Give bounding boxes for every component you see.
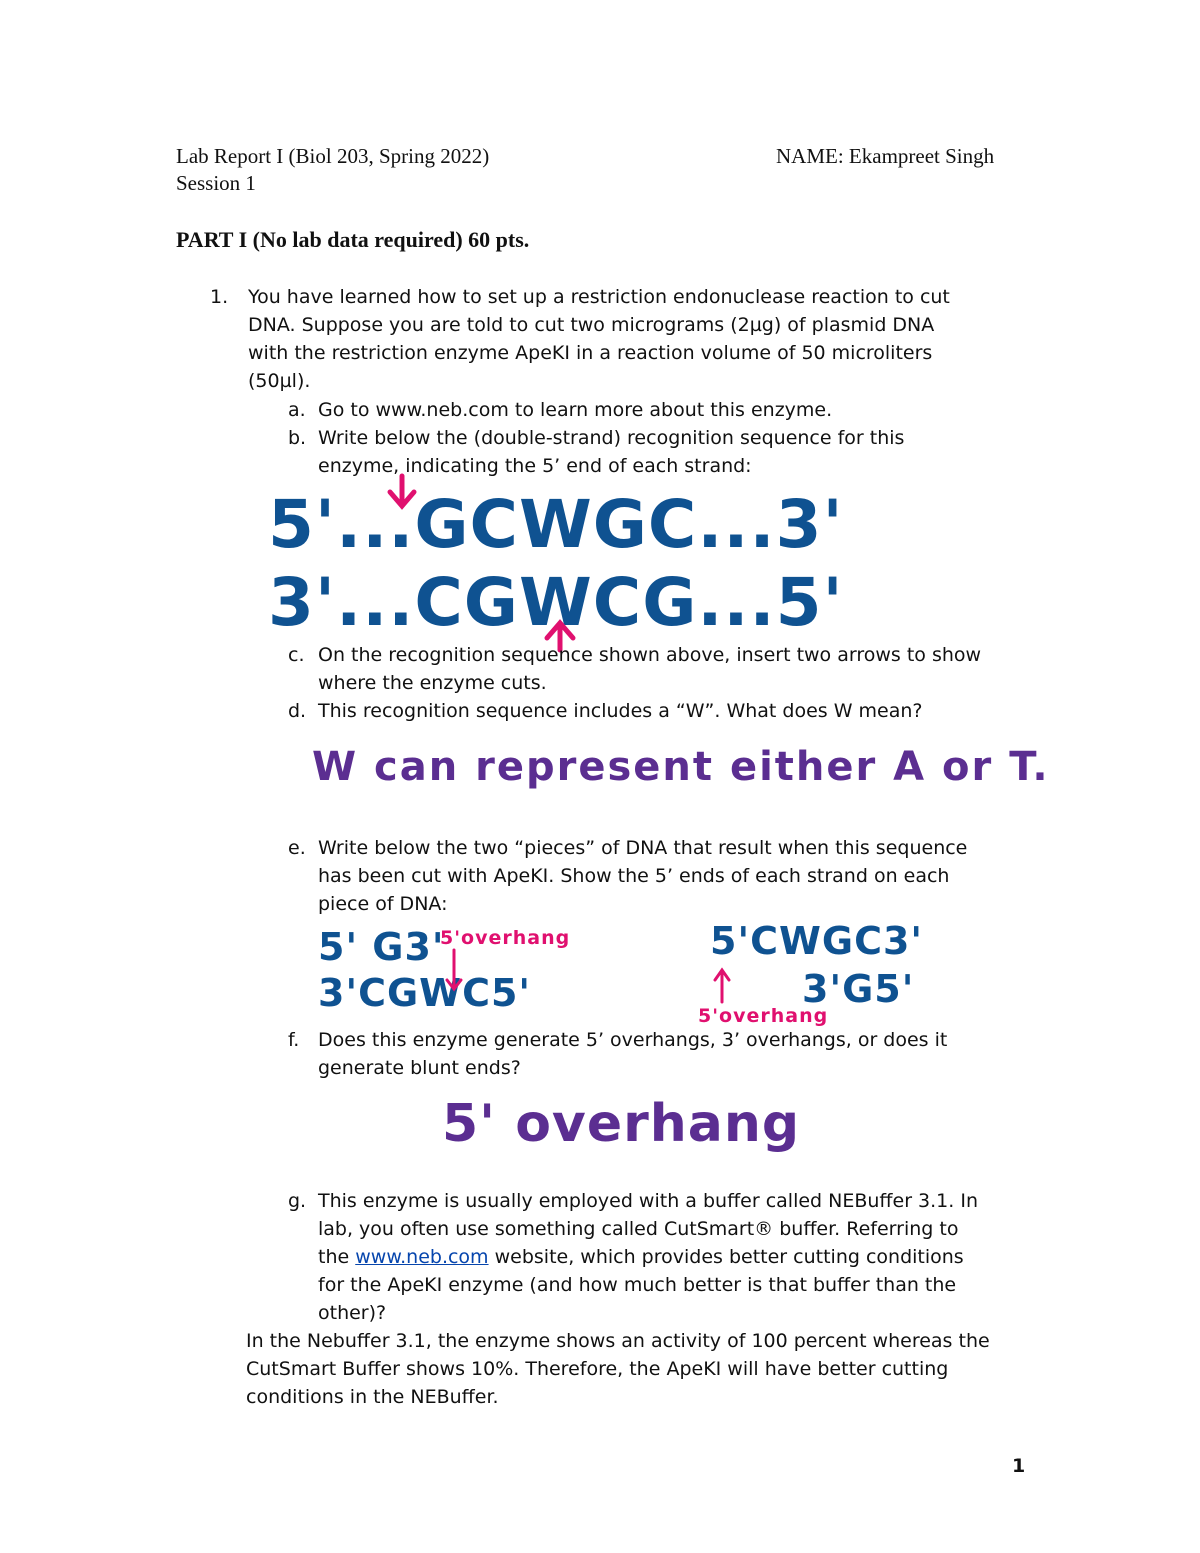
overhang-arrow-2 [715, 970, 729, 1002]
fragment-2-overhang-note: 5'overhang [698, 1005, 829, 1027]
item-f-line-1: Does this enzyme generate 5’ overhangs, 3’ overhangs, or does it [318, 1029, 948, 1051]
item-d-marker: d. [288, 700, 307, 722]
item-g-line-3-post: website, which provides better cutting conditions [488, 1246, 964, 1268]
item-f-line-2: generate blunt ends? [318, 1057, 521, 1079]
fragment-1-bottom-strand: 3'CGWC5' [318, 971, 532, 1015]
fragment-2-top-strand: 5'CWGC3' [710, 919, 924, 963]
item-g-line-3-pre: the [318, 1246, 356, 1268]
item-e-line-3: piece of DNA: [318, 893, 448, 915]
answer-line-2: CutSmart Buffer shows 10%. Therefore, the ApeKI will have better cutting [246, 1358, 949, 1380]
answer-line-3: conditions in the NEBuffer. [246, 1386, 499, 1408]
fragment-1-top-strand: 5' G3' [318, 925, 445, 969]
item-g-marker: g. [288, 1190, 307, 1212]
handwritten-w-answer: W can represent either A or T. [312, 744, 1050, 790]
q1-intro-line-1: You have learned how to set up a restriction endonuclease reaction to cut [248, 286, 950, 308]
item-c-line-2: where the enzyme cuts. [318, 672, 547, 694]
item-c-marker: c. [288, 644, 305, 666]
q1-intro-line-2: DNA. Suppose you are told to cut two micrograms (2µg) of plasmid DNA [248, 314, 935, 336]
neb-link[interactable]: www.neb.com [355, 1246, 489, 1268]
q1-intro-line-3: with the restriction enzyme ApeKI in a reaction volume of 50 microliters [248, 342, 933, 364]
session-label: Session 1 [176, 171, 256, 195]
report-title: Lab Report I (Biol 203, Spring 2022) [176, 144, 490, 168]
part-heading: PART I (No lab data required) 60 pts. [176, 227, 530, 252]
handwritten-sequence-top: 5'...GCWGC...3' [268, 486, 844, 563]
fragment-2-bottom-strand: 3'G5' [802, 967, 915, 1011]
overhang-arrow-1 [447, 950, 461, 989]
item-f-marker: f. [288, 1029, 300, 1051]
item-e-line-2: has been cut with ApeKI. Show the 5’ ends of each strand on each [318, 865, 950, 887]
item-g-line-1: This enzyme is usually employed with a buffer called NEBuffer 3.1. In [318, 1190, 978, 1212]
item-g-line-4: for the ApeKI enzyme (and how much better is that buffer than the [318, 1274, 957, 1296]
item-b-line-2: enzyme, indicating the 5’ end of each strand: [318, 455, 752, 477]
item-d-text: This recognition sequence includes a “W”. What does W mean? [318, 700, 923, 722]
handwritten-overhang-answer: 5' overhang [442, 1094, 801, 1154]
item-b-marker: b. [288, 427, 307, 449]
item-e-marker: e. [288, 837, 306, 859]
student-name: NAME: Ekampreet Singh [776, 144, 995, 168]
handwritten-sequence-bottom: 3'...CGWCG...5' [268, 564, 844, 641]
item-a-text: Go to www.neb.com to learn more about this enzyme. [318, 399, 833, 421]
item-e-line-1: Write below the two “pieces” of DNA that result when this sequence [318, 837, 968, 859]
item-b-line-1: Write below the (double-strand) recognition sequence for this [318, 427, 905, 449]
fragment-1-overhang-note: 5'overhang [440, 927, 571, 949]
page-number: 1 [1012, 1455, 1026, 1477]
question-number: 1. [210, 286, 229, 308]
item-a-marker: a. [288, 399, 306, 421]
item-g-line-3 [318, 1243, 964, 1271]
item-g-line-5: other)? [318, 1302, 387, 1324]
q1-intro-line-4: (50µl). [248, 370, 311, 392]
answer-line-1: In the Nebuffer 3.1, the enzyme shows an activity of 100 percent whereas the [246, 1330, 990, 1352]
item-c-line-1: On the recognition sequence shown above, insert two arrows to show [318, 644, 982, 666]
item-g-line-2: lab, you often use something called CutSmart® buffer. Referring to [318, 1218, 959, 1240]
